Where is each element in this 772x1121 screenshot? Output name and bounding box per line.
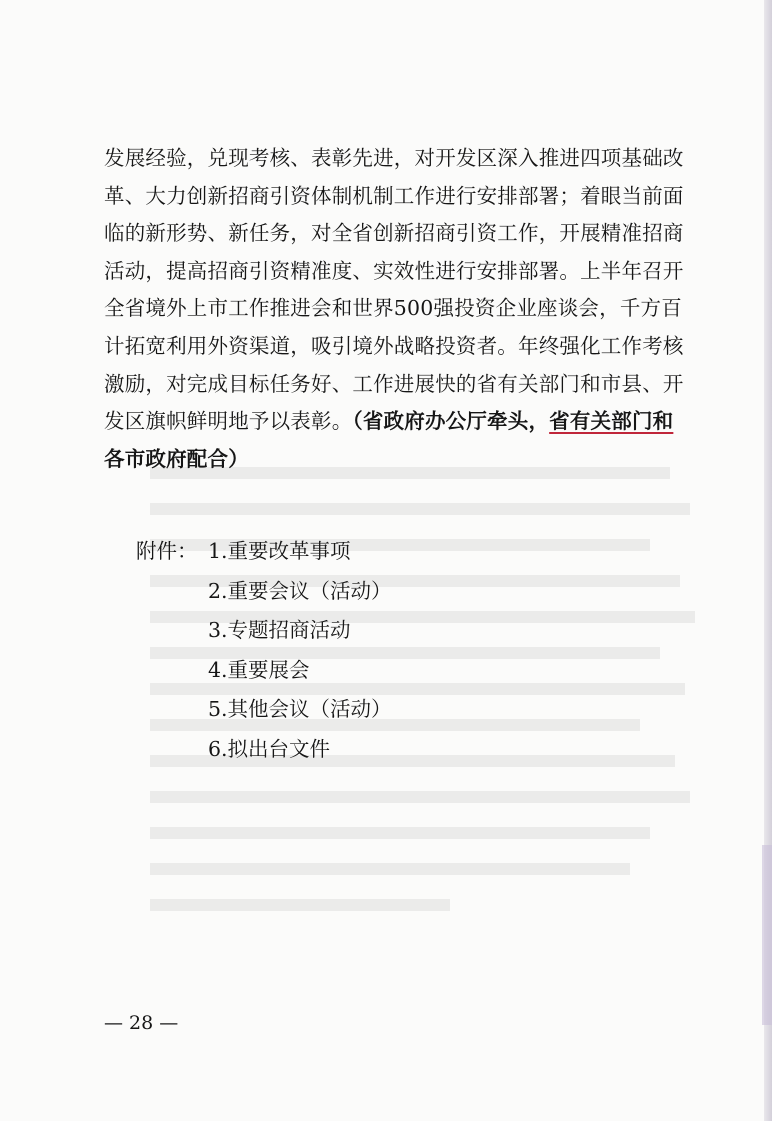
body-line: 活动，提高招商引资精准度、实效性进行安排部署。上半年召开 <box>104 258 684 283</box>
body-line: 计拓宽利用外资渠道，吸引境外战略投资者。年终强化工作考核 <box>104 333 684 358</box>
attachment-list <box>136 532 392 770</box>
attachment-item <box>136 611 392 651</box>
attachment-item <box>136 690 392 730</box>
attachment-item-text: 4.重要展会 <box>208 657 310 682</box>
body-line-text: 发区旗帜鲜明地予以表彰。 <box>104 409 353 434</box>
attachment-item-text: 5.其他会议（活动） <box>208 697 392 722</box>
responsibility-note-start: （省政府办公厅牵头， <box>352 409 550 434</box>
page-number: — 28 — <box>104 1012 179 1034</box>
attachment-item <box>136 532 392 572</box>
body-line: 临的新形势、新任务，对全省创新招商引资工作，开展精准招商 <box>104 221 684 246</box>
body-line: 革、大力创新招商引资体制机制工作进行安排部署；着眼当前面 <box>104 183 684 208</box>
attachment-item <box>136 730 392 770</box>
attachment-item-text: 3.专题招商活动 <box>208 618 351 643</box>
attachment-item <box>136 651 392 691</box>
body-line: 发展经验，兑现考核、表彰先进，对开发区深入推进四项基础改 <box>104 146 684 170</box>
attachment-item <box>136 572 392 612</box>
attachment-item-text: 6.拟出台文件 <box>208 736 331 761</box>
page-edge-tab <box>762 845 772 1025</box>
body-line: 激励，对完成目标任务好、工作进展快的省有关部门和市县、开 <box>104 371 684 396</box>
body-line-with-responsibility <box>104 403 684 441</box>
responsibility-note-underlined: 省有关部门和 <box>549 409 674 434</box>
body-paragraph <box>104 140 684 478</box>
body-line: 全省境外上市工作推进会和世界500强投资企业座谈会，千方百 <box>104 296 682 321</box>
responsibility-note-end: 各市政府配合） <box>104 446 249 471</box>
attachment-label: 附件： <box>136 539 198 563</box>
attachment-item-text: 1.重要改革事项 <box>208 539 351 563</box>
attachment-item-text: 2.重要会议（活动） <box>208 578 392 603</box>
